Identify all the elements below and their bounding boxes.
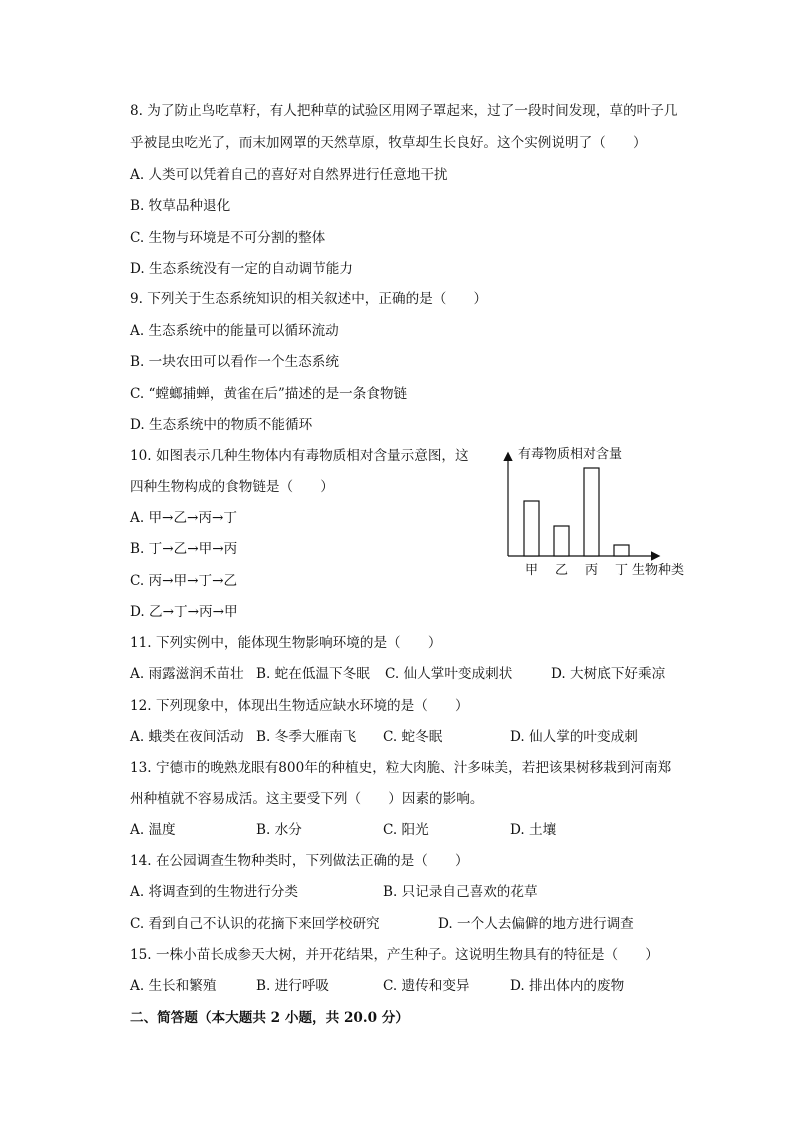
q10-stem-line1: 10. 如图表示几种生物体内有毒物质相对含量示意图，这 xyxy=(130,448,469,464)
q12-stem: 12. 下列现象中，体现出生物适应缺水环境的是（ ） xyxy=(130,698,469,714)
q15-option-d: D. 排出体内的废物 xyxy=(510,978,625,994)
q10-option-c: C. 丙→甲→丁→乙 xyxy=(130,573,238,589)
bar-3 xyxy=(614,545,629,556)
q14-option-c: C. 看到自己不认识的花摘下来回学校研究 xyxy=(130,916,380,932)
q13-option-a: A. 温度 xyxy=(130,822,176,838)
toxin-content-bar-chart xyxy=(500,440,700,590)
section-heading-short-answer: 二、简答题（本大题共 2 小题，共 20.0 分） xyxy=(130,1010,409,1026)
q8-option-d: D. 生态系统没有一定的自动调节能力 xyxy=(130,261,353,277)
q8-option-a: A. 人类可以凭着自己的喜好对自然界进行任意地干扰 xyxy=(130,167,448,183)
q11-option-c: C. 仙人掌叶变成刺状 xyxy=(385,666,513,682)
x-tick-label-1: 乙 xyxy=(554,563,569,578)
q13-stem-line1: 13. 宁德市的晚熟龙眼有800年的种植史，粒大肉脆、汁多味美，若把该果树移栽到河南郑 xyxy=(130,760,672,776)
q11-option-a: A. 雨露滋润禾苗壮 xyxy=(130,666,244,682)
q15-option-c: C. 遗传和变异 xyxy=(383,978,470,994)
bar-2 xyxy=(584,468,599,556)
q10-stem-line2: 四种生物构成的食物链是（ ） xyxy=(130,479,334,495)
q15-stem: 15. 一株小苗长成参天大树，并开花结果，产生种子。这说明生物具有的特征是（ ） xyxy=(130,947,659,963)
x-tick-label-0: 甲 xyxy=(524,563,539,578)
chart-title: 有毒物质相对含量 xyxy=(518,447,623,462)
q13-option-c: C. 阳光 xyxy=(383,822,429,838)
q11-option-d: D. 大树底下好乘凉 xyxy=(551,666,666,682)
q9-option-c: C. “螳螂捕蝉，黄雀在后”描述的是一条食物链 xyxy=(130,386,408,402)
q13-option-d: D. 土壤 xyxy=(510,822,557,838)
q10-option-d: D. 乙→丁→丙→甲 xyxy=(130,604,238,620)
x-axis-label: 生物种类 xyxy=(632,563,685,578)
q10-option-a: A. 甲→乙→丙→丁 xyxy=(130,510,238,526)
q14-option-d: D. 一个人去偏僻的地方进行调查 xyxy=(438,916,634,932)
q8-stem-line2: 乎被昆虫吃光了，而末加网罩的天然草原，牧草却生长良好。这个实例说明了（ ） xyxy=(130,135,647,151)
q9-stem: 9. 下列关于生态系统知识的相关叙述中，正确的是（ ） xyxy=(130,291,488,307)
q12-option-a: A. 蛾类在夜间活动 xyxy=(130,729,244,745)
q13-option-b: B. 水分 xyxy=(256,822,302,838)
bar-1 xyxy=(554,526,569,556)
q12-option-c: C. 蛇冬眠 xyxy=(383,729,443,745)
q14-option-a: A. 将调查到的生物进行分类 xyxy=(130,884,298,900)
q15-option-a: A. 生长和繁殖 xyxy=(130,978,217,994)
q11-option-b: B. 蛇在低温下冬眠 xyxy=(256,666,370,682)
q10-option-b: B. 丁→乙→甲→丙 xyxy=(130,541,238,557)
q15-option-b: B. 进行呼吸 xyxy=(256,978,330,994)
x-tick-label-2: 丙 xyxy=(584,563,599,578)
q8-option-b: B. 牧草品种退化 xyxy=(130,198,231,214)
q8-stem-line1: 8. 为了防止鸟吃草籽，有人把种草的试验区用网子罩起来，过了一段时间发现，草的叶子几 xyxy=(130,103,678,119)
q12-option-d: D. 仙人掌的叶变成刺 xyxy=(510,729,638,745)
q14-stem: 14. 在公园调查生物种类时，下列做法正确的是（ ） xyxy=(130,853,469,869)
x-tick-label-3: 丁 xyxy=(614,563,629,578)
q11-stem: 11. 下列实例中，能体现生物影响环境的是（ ） xyxy=(130,635,442,651)
q14-option-b: B. 只记录自己喜欢的花草 xyxy=(383,884,538,900)
q8-option-c: C. 生物与环境是不可分割的整体 xyxy=(130,230,326,246)
bar-0 xyxy=(524,501,539,556)
q12-option-b: B. 冬季大雁南飞 xyxy=(256,729,357,745)
q13-stem-line2: 州种植就不容易成活。这主要受下列（ ）因素的影响。 xyxy=(130,791,484,807)
q9-option-b: B. 一块农田可以看作一个生态系统 xyxy=(130,354,339,370)
q9-option-a: A. 生态系统中的能量可以循环流动 xyxy=(130,323,339,339)
q9-option-d: D. 生态系统中的物质不能循环 xyxy=(130,417,313,433)
